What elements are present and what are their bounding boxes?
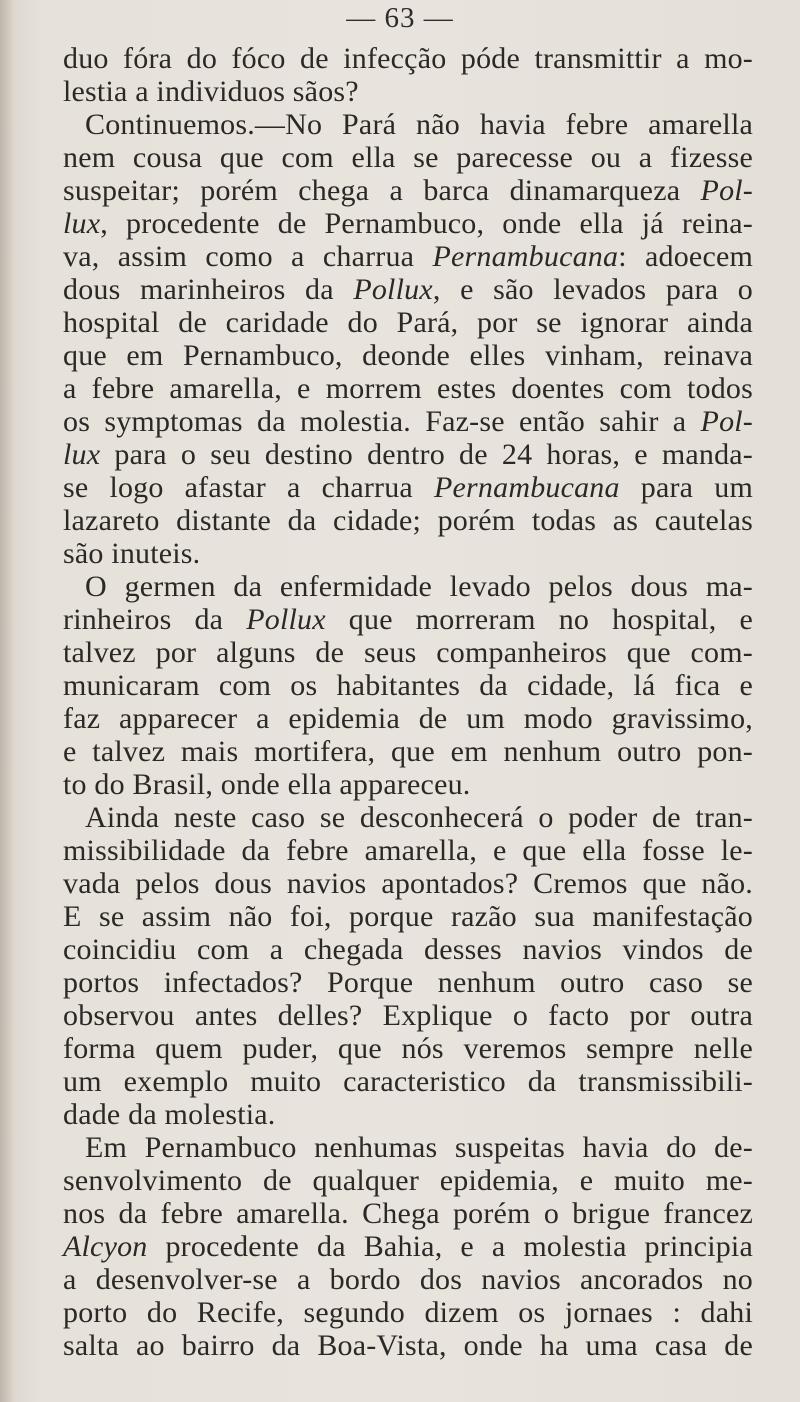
text-run: que morreram no hospital, e <box>325 603 753 636</box>
text-line <box>63 471 753 504</box>
text-line: forma quem puder, que nós veremos sempre nelle <box>63 1032 753 1065</box>
text-line: nos da febre amarella. Chega porém o brigue francez <box>63 1197 753 1230</box>
text-line: observou antes delles? Explique o facto por outra <box>63 999 753 1032</box>
text-line: e talvez mais mortifera, que em nenhum outro pon- <box>63 735 753 768</box>
text-run: , procedente de Pernambuco, onde ella já reina- <box>100 207 753 240</box>
text-run: suspeitar; porém chega a barca dinamarqueza <box>63 174 701 207</box>
text-line: a desenvolver-se a bordo dos navios ancorados no <box>63 1263 753 1296</box>
text-line: porto do Recife, segundo dizem os jornaes : dahi <box>63 1296 753 1329</box>
text-line: O germen da enfermidade levado pelos dous ma- <box>85 570 753 603</box>
ship-name: Pol- <box>700 405 753 438</box>
text-line <box>63 240 753 273</box>
text-line: dade da molestia. <box>63 1098 276 1131</box>
text-line: Ainda neste caso se desconhecerá o poder de tran- <box>85 801 753 834</box>
text-run: se logo afastar a charrua <box>63 471 435 504</box>
text-line <box>63 207 753 240</box>
text-line: lestia a individuos sãos? <box>63 75 359 108</box>
ship-name: Pol- <box>700 174 753 207</box>
ship-name: Pernambucana <box>434 471 620 504</box>
ship-name: Pernambucana <box>432 240 619 273</box>
text-line: nem cousa que com ella se parecesse ou a fizesse <box>63 141 753 174</box>
text-line <box>63 438 753 471</box>
text-line: coincidiu com a chegada desses navios vindos de <box>63 933 753 966</box>
text-line: Continuemos.—No Pará não havia febre amarella <box>85 108 753 141</box>
text-line: um exemplo muito caracteristico da transmissibili- <box>63 1065 753 1098</box>
text-line: salta ao bairro da Boa-Vista, onde ha uma casa de <box>63 1329 753 1362</box>
text-run: procedente da Bahia, e a molestia principia <box>147 1230 753 1263</box>
text-line <box>63 405 753 438</box>
ship-name: lux <box>63 207 101 240</box>
text-run: , e são levados para o <box>432 273 754 306</box>
text-run: : adoecem <box>618 240 754 273</box>
body-text <box>63 42 753 1362</box>
text-line: são inuteis. <box>63 537 201 570</box>
text-line: municaram com os habitantes da cidade, lá fica e <box>63 669 753 702</box>
text-line: E se assim não foi, porque razão sua manifestação <box>63 900 753 933</box>
text-line: duo fóra do fóco de infecção póde transmittir a mo- <box>63 42 753 75</box>
text-run: para um <box>619 471 753 504</box>
ship-name: Alcyon <box>63 1230 148 1263</box>
text-line: missibilidade da febre amarella, e que ella fosse le- <box>63 834 753 867</box>
text-line: senvolvimento de qualquer epidemia, e muito me- <box>63 1164 753 1197</box>
text-line: faz apparecer a epidemia de um modo gravissimo, <box>63 702 753 735</box>
text-line: to do Brasil, onde ella appareceu. <box>63 768 471 801</box>
text-line <box>63 273 753 306</box>
ship-name: Pollux <box>246 603 326 636</box>
text-run: dous marinheiros da <box>63 273 354 306</box>
text-line <box>63 1230 753 1263</box>
text-run: va, assim como a charrua <box>63 240 433 273</box>
text-line: lazareto distante da cidade; porém todas as cautelas <box>63 504 753 537</box>
text-line: que em Pernambuco, deonde elles vinham, reinava <box>63 339 753 372</box>
spine-shadow <box>0 0 14 1402</box>
text-run: os symptomas da molestia. Faz-se então sahir a <box>63 405 701 438</box>
ship-name: lux <box>63 438 101 471</box>
ship-name: Pollux <box>353 273 433 306</box>
text-line: hospital de caridade do Pará, por se ignorar ainda <box>63 306 753 339</box>
text-line: vada pelos dous navios apontados? Cremos que não. <box>63 867 753 900</box>
text-run: rinheiros da <box>63 603 247 636</box>
page-number: — 63 — <box>346 2 454 34</box>
text-line: portos infectados? Porque nenhum outro caso se <box>63 966 753 999</box>
text-line <box>63 174 753 207</box>
text-line <box>63 603 753 636</box>
text-run: para o seu destino dentro de 24 horas, e manda- <box>100 438 753 471</box>
text-line: Em Pernambuco nenhumas suspeitas havia do de- <box>85 1131 753 1164</box>
text-line: talvez por alguns de seus companheiros que com- <box>63 636 753 669</box>
text-line: a febre amarella, e morrem estes doentes com todos <box>63 372 753 405</box>
